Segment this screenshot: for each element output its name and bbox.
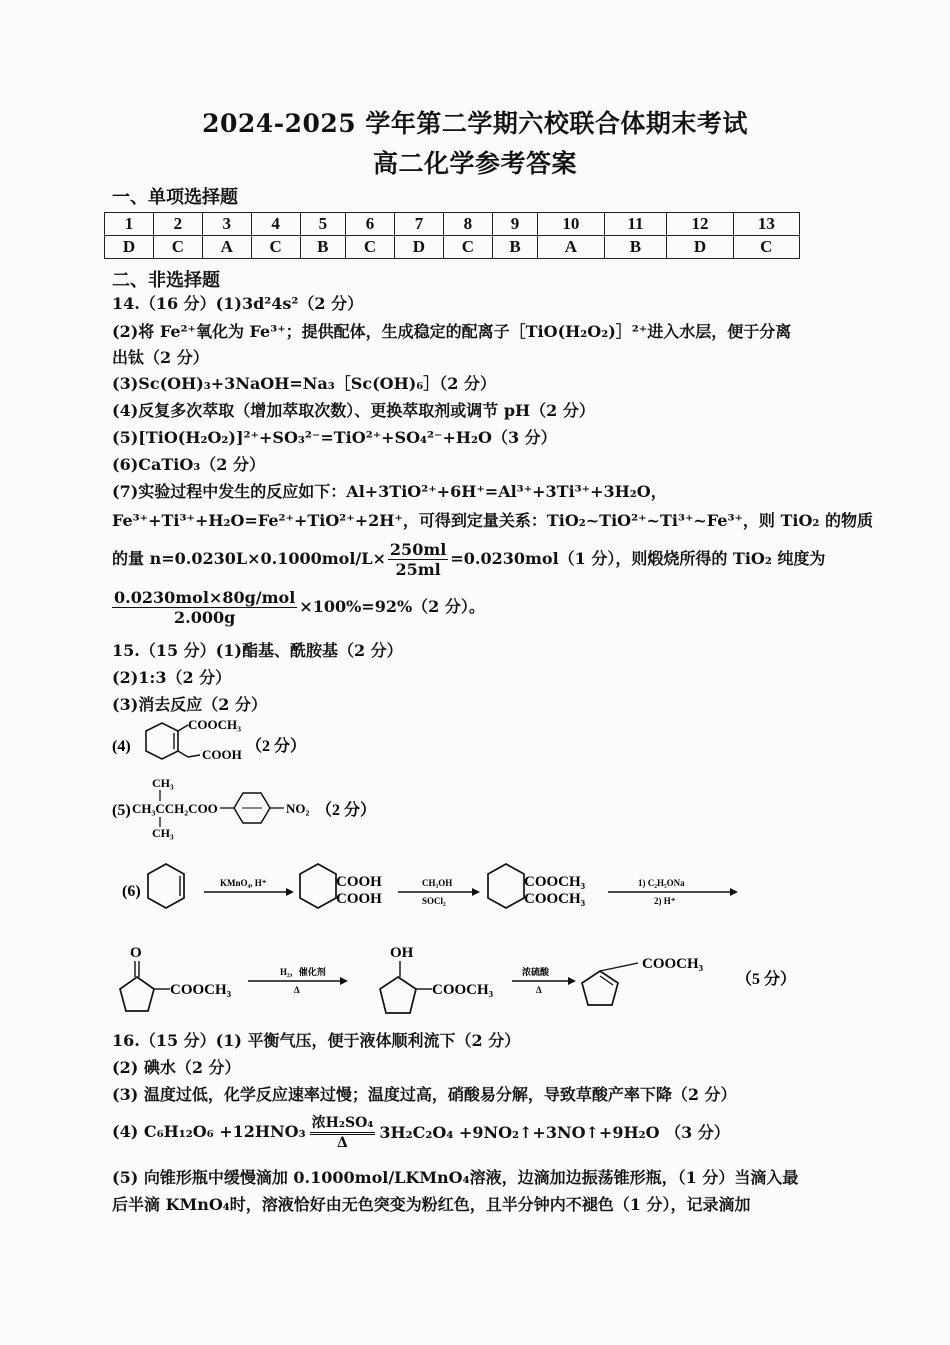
condition-heat: Δ <box>337 1135 348 1151</box>
q14-part2-line1: (2)将 Fe²⁺氧化为 Fe³⁺；提供配体，生成稳定的配离子［TiO(H₂O₂)］²⁺进入水层，便于分离 <box>112 322 792 341</box>
reagent-heat: Δ <box>536 985 542 995</box>
mcq-number: 1 <box>105 213 154 236</box>
q14-part7-line2: Fe³⁺+Ti³⁺+H₂O=Fe²⁺+TiO²⁺+2H⁺，可得到定量关系：TiO₂~TiO²⁺~Ti³⁺~Fe³⁺，则 TiO₂ 的物质 <box>112 511 873 530</box>
q16-equation-products: 3H₂C₂O₄ +9NO₂↑+3NO↑+9H₂O （3 分） <box>379 1123 730 1142</box>
q15-part6-route-row1 <box>108 850 748 930</box>
mcq-answer: B <box>300 236 345 259</box>
mcq-answer: C <box>153 236 202 259</box>
carboxyl-group: COOH <box>202 747 242 762</box>
condition-catalyst: 浓H₂SO₄ <box>310 1112 376 1135</box>
q15-part4-label: (4) <box>112 738 131 755</box>
reagent-socl2: SOCl₂ <box>422 896 446 906</box>
arrow-head <box>472 888 480 896</box>
mcq-number: 6 <box>346 213 395 236</box>
fraction-denominator: 25ml <box>395 560 441 579</box>
q14-volume-fraction <box>388 540 448 579</box>
q14-part7-line4 <box>112 588 485 627</box>
q15-heading: 15.（15 分）(1)酯基、酰胺基（2 分） <box>112 641 403 660</box>
q14-part7-line1: (7)实验过程中发生的反应如下：Al+3TiO²⁺+6H⁺=Al³⁺+3Ti³⁺+3H₂O， <box>112 482 667 501</box>
q14-purity-fraction <box>112 588 297 627</box>
q14-part7-line3 <box>112 540 825 579</box>
q16-heading: 16.（15 分）(1) 平衡气压，便于液体顺利流下（2 分） <box>112 1031 521 1050</box>
ester-group: COOCH₃ <box>524 874 586 890</box>
arrow-head <box>340 977 348 985</box>
q15-part6-score: （5 分） <box>736 971 797 988</box>
q14-part7-line4-tail: ×100%=92%（2 分）。 <box>299 597 485 616</box>
cyclopentanone-ring <box>120 977 154 1011</box>
methyl-bottom: CH₃ <box>152 826 174 840</box>
q15-part5-score: （2 分） <box>316 802 377 819</box>
q15-part5-structure <box>108 775 428 841</box>
cyclohexane-ring <box>300 864 336 908</box>
reaction-condition <box>310 1112 376 1151</box>
q16-part2: (2) 碘水（2 分） <box>112 1058 241 1077</box>
mcq-answer: C <box>251 236 300 259</box>
hydroxyl-group: OH <box>390 945 414 961</box>
reagent-hydrogenation: H₂，催化剂 <box>280 967 326 977</box>
mcq-number: 9 <box>492 213 537 236</box>
mcq-number: 12 <box>667 213 733 236</box>
q15-part6-label: (6) <box>122 883 141 900</box>
mcq-answer: D <box>394 236 443 259</box>
q14-heading: 14.（16 分）(1)3d²4s²（2 分） <box>112 294 364 313</box>
mcq-number: 2 <box>153 213 202 236</box>
reagent-methanol: CH₃OH <box>422 878 453 888</box>
q14-part7-line3-text: 的量 n=0.0230L×0.1000mol/L× <box>112 549 386 568</box>
nitro-group: NO₂ <box>286 801 310 816</box>
page-subtitle: 高二化学参考答案 <box>372 149 577 178</box>
q14-part3: (3)Sc(OH)₃+3NaOH=Na₃［Sc(OH)₆］（2 分） <box>112 374 496 393</box>
mcq-answer-row <box>105 236 800 259</box>
reagent-acid: 2) H⁺ <box>654 896 676 906</box>
mcq-answer: A <box>202 236 251 259</box>
q14-part5: (5)[TiO(H₂O₂)]²⁺+SO₃²⁻=TiO²⁺+SO₄²⁻+H₂O（3 分） <box>112 428 557 447</box>
q14-part4: (4)反复多次萃取（增加萃取次数）、更换萃取剂或调节 pH（2 分） <box>112 401 595 420</box>
reagent-kmno4: KMnO₄, H⁺ <box>220 878 267 888</box>
ester-group: COOCH₃ <box>170 982 232 998</box>
ester-group: COOCH₃ <box>642 956 704 972</box>
q14-part7-line3-tail: =0.0230mol（1 分），则煅烧所得的 TiO₂ 纯度为 <box>450 549 826 568</box>
arrow-head <box>568 977 576 985</box>
mcq-number: 3 <box>202 213 251 236</box>
reagent-ethoxide: 1) C₂H₅ONa <box>638 878 685 888</box>
q15-part4-structure <box>108 715 328 775</box>
ester-group: COOCH₃ <box>432 982 494 998</box>
page-title: 2024-2025 学年第二学期六校联合体期末考试 <box>202 109 748 138</box>
q14-part2-line2: 出钛（2 分） <box>112 348 209 367</box>
q15-part6-route-row2 <box>108 935 808 1035</box>
mcq-answer: A <box>538 236 604 259</box>
q15-part2: (2)1:3（2 分） <box>112 668 232 687</box>
bond <box>178 725 188 731</box>
ester-group: COOCH₃ <box>188 717 242 732</box>
mcq-number: 11 <box>604 213 667 236</box>
reagent-sulfuric-acid: 浓硫酸 <box>522 967 550 977</box>
q16-part5-line2: 后半滴 KMnO₄时，溶液恰好由无色突变为粉红色，且半分钟内不褪色（1 分），记录滴加 <box>112 1195 751 1214</box>
carboxyl-group: COOH <box>336 891 382 907</box>
cyclohexene-ring <box>146 723 178 759</box>
cyclohexane-ring <box>488 864 524 908</box>
mcq-number-row <box>105 213 800 236</box>
mcq-answer: C <box>346 236 395 259</box>
q16-part5-line1: (5) 向锥形瓶中缓慢滴加 0.1000mol/LKMnO₄溶液，边滴加边振荡锥形瓶，（1 分）当滴入最 <box>112 1168 799 1187</box>
mcq-number: 10 <box>538 213 604 236</box>
section-heading-mcq: 一、单项选择题 <box>112 187 238 208</box>
mcq-answer-table <box>104 212 800 259</box>
arrow-head <box>286 888 294 896</box>
bond <box>178 751 188 757</box>
arrow-head <box>730 888 738 896</box>
reagent-heat: Δ <box>294 985 300 995</box>
q16-equation-reactants: (4) C₆H₁₂O₆ +12HNO₃ <box>112 1122 306 1141</box>
mcq-number: 5 <box>300 213 345 236</box>
ester-group: COOCH₃ <box>524 891 586 907</box>
mcq-answer: D <box>105 236 154 259</box>
q15-part3: (3)消去反应（2 分） <box>112 695 267 714</box>
mcq-number: 7 <box>394 213 443 236</box>
fraction-denominator: 2.000g <box>174 608 236 627</box>
q16-part4 <box>112 1112 730 1151</box>
mcq-number: 13 <box>733 213 799 236</box>
ketone-oxygen: O <box>130 945 142 961</box>
methyl-top: CH₃ <box>152 776 174 790</box>
mcq-answer: B <box>492 236 537 259</box>
mcq-answer: C <box>733 236 799 259</box>
q15-part4-score: （2 分） <box>246 738 307 755</box>
mcq-answer: C <box>443 236 492 259</box>
fraction-numerator: 0.0230mol×80g/mol <box>114 588 296 607</box>
section-heading-free-response: 二、非选择题 <box>112 270 220 291</box>
bond <box>188 755 200 757</box>
alkyl-chain: CH₃CCH₂COO <box>132 801 218 816</box>
carboxyl-group: COOH <box>336 874 382 890</box>
cyclopentanol-ring <box>380 977 416 1013</box>
fraction-numerator: 250ml <box>389 540 447 559</box>
mcq-number: 8 <box>443 213 492 236</box>
mcq-number: 4 <box>251 213 300 236</box>
bond <box>600 963 638 971</box>
mcq-answer: B <box>604 236 667 259</box>
q14-part6: (6)CaTiO₃（2 分） <box>112 455 266 474</box>
q15-part5-label: (5) <box>112 802 131 819</box>
mcq-answer: D <box>667 236 733 259</box>
q16-part3: (3) 温度过低，化学反应速率过慢；温度过高，硝酸易分解，导致草酸产率下降（2 分） <box>112 1085 737 1104</box>
cyclohexene-ring <box>148 864 184 908</box>
